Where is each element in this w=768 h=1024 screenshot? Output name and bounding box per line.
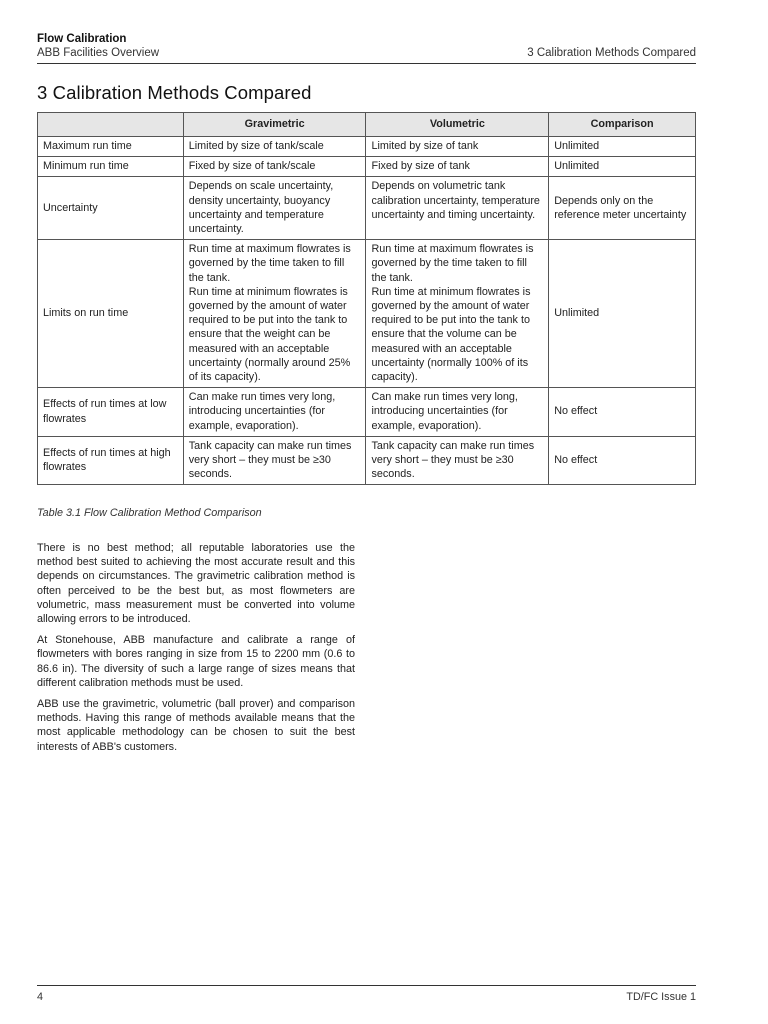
cell-volumetric: Tank capacity can make run times very short – they must be ≥30 seconds. — [366, 436, 549, 485]
cell-gravimetric — [183, 240, 366, 388]
cell-volumetric: Can make run times very long, introducing uncertainties (for example, evaporation). — [366, 388, 549, 437]
header-subtitle: ABB Facilities Overview — [37, 47, 160, 59]
table-row — [38, 388, 696, 437]
paragraph: ABB use the gravimetric, volumetric (ball prover) and comparison methods. Having this range of methods available means that the most applicable methodology can be chosen to suit the best interests of ABB's customers. — [37, 698, 355, 753]
cell-volumetric: Depends on volumetric tank calibration uncertainty, temperature uncertainty and timing uncertainty. — [366, 177, 549, 240]
column-header-volumetric: Volumetric — [366, 113, 549, 137]
row-label: Maximum run time — [38, 137, 184, 157]
table-row — [38, 157, 696, 177]
body-text — [37, 541, 355, 761]
row-label: Effects of run times at low flowrates — [38, 388, 184, 437]
table-row — [38, 436, 696, 485]
cell-volumetric — [366, 240, 549, 388]
table-header-row — [38, 113, 696, 137]
table-caption: Table 3.1 Flow Calibration Method Comparison — [37, 507, 262, 519]
cell-volumetric: Limited by size of tank — [366, 137, 549, 157]
column-header-empty — [38, 113, 184, 137]
cell-gravimetric: Limited by size of tank/scale — [183, 137, 366, 157]
cell-gravimetric: Depends on scale uncertainty, density uncertainty, buoyancy uncertainty and temperature uncertainty. — [183, 177, 366, 240]
cell-gravimetric-line-2: Run time at minimum flowrates is governed by the amount of water required to be put into the tank to ensure that the weight can be measured with an acceptable uncertainty (normally around 25% of its capacity). — [188, 285, 351, 384]
cell-volumetric: Fixed by size of tank — [366, 157, 549, 177]
paragraph: At Stonehouse, ABB manufacture and calibrate a range of flowmeters with bores ranging in size from 15 to 2200 mm (0.6 to 86.6 in). The diversity of such a large range of sizes means that different calibration methods must be used. — [37, 634, 355, 689]
cell-volumetric-line-2: Run time at minimum flowrates is governed by the amount of water required to be put into the tank to ensure that the volume can be measured with an acceptable uncertainty (normally 100% of its capacity). — [371, 285, 531, 384]
row-label: Uncertainty — [38, 177, 184, 240]
row-label: Minimum run time — [38, 157, 184, 177]
cell-comparison: Depends only on the reference meter uncertainty — [549, 177, 696, 240]
column-header-comparison: Comparison — [549, 113, 696, 137]
document-reference: TD/FC Issue 1 — [626, 991, 696, 1003]
paragraph: There is no best method; all reputable laboratories use the method best suited to achieving the most accurate result and this depends on circumstances. The gravimetric calibration method is often perceived to be the best but, as most flowmeters are volumetric, mass measurement must be converted into volume allowing errors to be introduced. — [37, 542, 355, 626]
comparison-table — [37, 112, 696, 485]
cell-comparison: Unlimited — [549, 157, 696, 177]
table-row — [38, 177, 696, 240]
table-row — [38, 240, 696, 388]
header-title: Flow Calibration — [37, 33, 127, 45]
row-label: Limits on run time — [38, 240, 184, 388]
header-section: 3 Calibration Methods Compared — [527, 47, 696, 59]
page-title: 3 Calibration Methods Compared — [37, 82, 312, 103]
cell-gravimetric-line-1: Run time at maximum flowrates is governed by the time taken to fill the tank. — [188, 243, 351, 284]
page-footer — [37, 985, 696, 1006]
cell-gravimetric: Fixed by size of tank/scale — [183, 157, 366, 177]
cell-comparison: No effect — [549, 436, 696, 485]
column-header-gravimetric: Gravimetric — [183, 113, 366, 137]
cell-comparison: Unlimited — [549, 240, 696, 388]
cell-comparison: Unlimited — [549, 137, 696, 157]
cell-gravimetric: Can make run times very long, introducing uncertainties (for example, evaporation). — [183, 388, 366, 437]
page-header — [37, 31, 696, 64]
cell-volumetric-line-1: Run time at maximum flowrates is governed by the time taken to fill the tank. — [371, 243, 534, 284]
row-label: Effects of run times at high flowrates — [38, 436, 184, 485]
table-row — [38, 137, 696, 157]
cell-gravimetric: Tank capacity can make run times very short – they must be ≥30 seconds. — [183, 436, 366, 485]
page-number: 4 — [37, 991, 44, 1003]
cell-comparison: No effect — [549, 388, 696, 437]
